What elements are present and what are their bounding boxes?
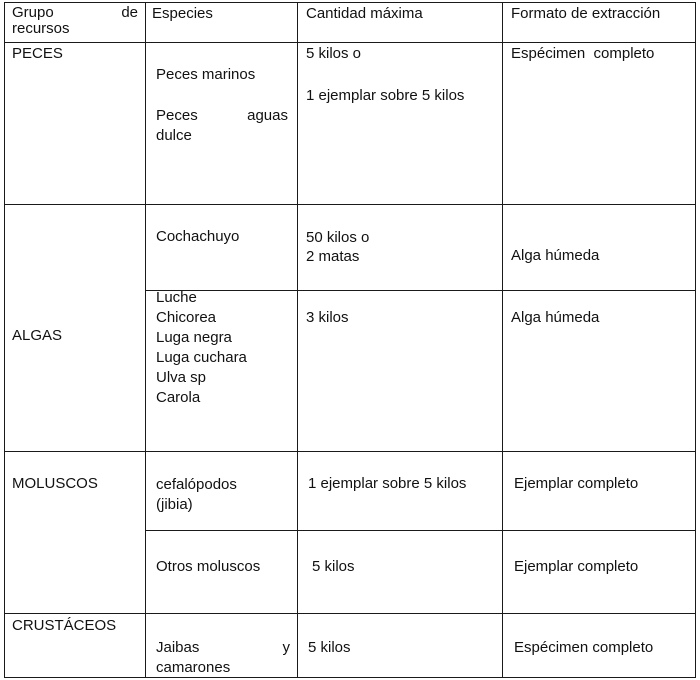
algas-species-item: Luche — [156, 289, 197, 306]
table-border-left — [4, 2, 5, 678]
header-group-line2: recursos — [12, 20, 70, 37]
algas-species-item: Ulva sp — [156, 369, 207, 386]
peces-species-freshwater — [156, 106, 288, 146]
peces-qty-line2: 1 ejemplar sobre 5 kilos — [306, 87, 465, 104]
peces-format: Espécimen completo — [511, 45, 655, 62]
crustaceos-species-word2: y — [282, 639, 290, 656]
algas-species-item: Luga cuchara — [156, 349, 247, 366]
peces-qty-line1: 5 kilos o — [306, 45, 362, 62]
moluscos-row1-species-line1: cefalópodos — [156, 476, 237, 493]
algas-species-item: Luga negra — [156, 329, 232, 346]
algas-row2-format: Alga húmeda — [511, 309, 600, 326]
header-group-word1: Grupo — [12, 4, 54, 21]
peces-species-marine: Peces marinos — [156, 66, 256, 83]
moluscos-row1-format: Ejemplar completo — [514, 475, 639, 492]
header-species: Especies — [152, 5, 213, 22]
algas-species-item: Carola — [156, 389, 201, 406]
moluscos-row2-qty: 5 kilos — [312, 558, 355, 575]
peces-group-label: PECES — [12, 45, 63, 62]
crustaceos-qty: 5 kilos — [308, 639, 351, 656]
column-divider-3 — [502, 2, 503, 678]
algas-group-label: ALGAS — [12, 327, 63, 344]
crustaceos-group-label: CRUSTÁCEOS — [12, 617, 117, 634]
table-border-bottom — [4, 677, 696, 678]
algas-row2-qty: 3 kilos — [306, 309, 349, 326]
resource-extraction-table — [4, 2, 696, 678]
algas-row2-species-list — [156, 288, 247, 408]
peces-species-freshwater-word1: Peces — [156, 107, 198, 124]
header-divider — [4, 42, 696, 43]
header-group-word2: de — [121, 4, 138, 21]
peces-species-freshwater-line2: dulce — [156, 127, 192, 144]
crustaceos-species-word1: Jaibas — [156, 639, 200, 656]
crustaceos-format: Espécimen completo — [514, 639, 654, 656]
algas-row1-qty-line1: 50 kilos o — [306, 229, 370, 246]
header-extraction-format: Formato de extracción — [511, 5, 661, 22]
algas-row1-species: Cochachuyo — [156, 228, 240, 245]
table-border-top — [4, 2, 696, 3]
moluscos-row2-format: Ejemplar completo — [514, 558, 639, 575]
header-max-quantity: Cantidad máxima — [306, 5, 423, 22]
header-group-cell — [12, 5, 138, 37]
moluscos-inner-divider — [145, 530, 696, 531]
moluscos-row1-species-line2: (jibia) — [156, 496, 193, 513]
crustaceos-species — [156, 638, 290, 678]
peces-species-freshwater-word2: aguas — [247, 107, 288, 124]
moluscos-bottom-divider — [4, 613, 696, 614]
moluscos-row2-species: Otros moluscos — [156, 558, 261, 575]
moluscos-group-label: MOLUSCOS — [12, 475, 98, 492]
moluscos-row1-qty: 1 ejemplar sobre 5 kilos — [308, 475, 467, 492]
algas-row1-qty-line2: 2 matas — [306, 248, 360, 265]
algas-bottom-divider — [4, 451, 696, 452]
table-border-right — [695, 2, 696, 678]
peces-bottom-divider — [4, 204, 696, 205]
algas-species-item: Chicorea — [156, 309, 217, 326]
crustaceos-species-line2: camarones — [156, 659, 231, 676]
column-divider-2 — [297, 2, 298, 678]
column-divider-1 — [145, 2, 146, 678]
algas-row1-format: Alga húmeda — [511, 247, 600, 264]
